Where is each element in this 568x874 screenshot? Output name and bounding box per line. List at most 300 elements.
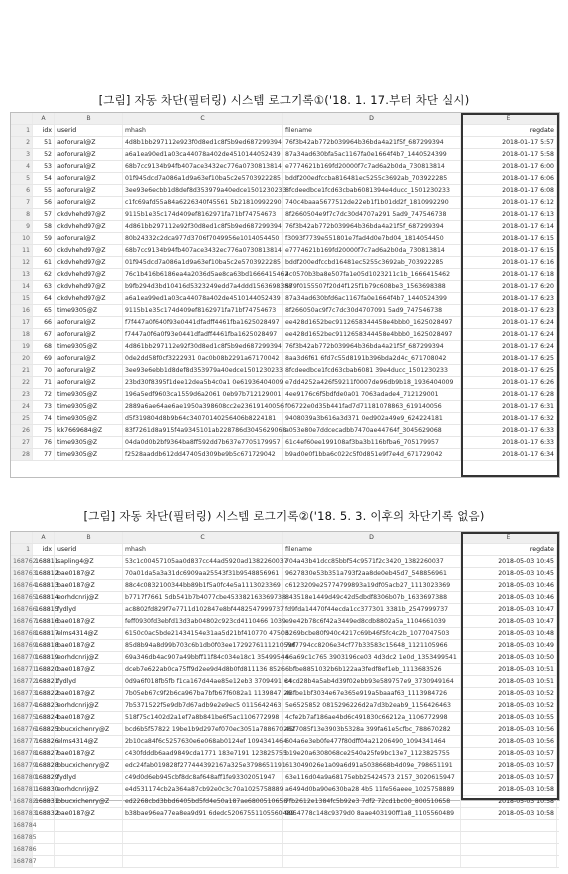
cell-filename[interactable]: 48fbe1bf3034e67e365e919a5baaaf63_1113984726 bbox=[283, 688, 461, 699]
cell-filename[interactable]: bddf200edfccba816481ec5255c3692ab_703922285 bbox=[283, 173, 461, 184]
cell-regdate[interactable] bbox=[461, 856, 557, 867]
cell-userid[interactable]: bae0187@Z bbox=[55, 748, 123, 759]
row-number[interactable]: 22 bbox=[11, 377, 33, 388]
cell-filename[interactable]: 9627830e53b351a793f2aa8de0eb45d7_548856961 bbox=[283, 568, 461, 579]
row-number[interactable]: 168770 bbox=[13, 654, 37, 661]
cell-regdate[interactable]: 2018-01-17 6:20 bbox=[461, 281, 557, 292]
cell-mhash[interactable]: 68b7cc9134b94fb407ace3432ec776a0730813814 bbox=[125, 163, 282, 170]
cell-userid[interactable]: time9305@Z bbox=[55, 449, 123, 460]
row-number[interactable]: 14 bbox=[11, 281, 33, 292]
cell-userid[interactable]: bae0187@Z bbox=[55, 664, 123, 675]
cell-mhash[interactable]: b38bae96ea77ea8ea9d91 6dedc52067551105560489 bbox=[125, 810, 295, 817]
cell-mhash[interactable]: edc24fab019828f277444392167a325e3798651191 bbox=[125, 762, 286, 769]
cell-idx[interactable]: 77 bbox=[33, 449, 55, 460]
col-letter-d[interactable]: D bbox=[283, 532, 461, 543]
header-regdate[interactable]: regdate bbox=[461, 125, 557, 136]
cell-regdate[interactable]: 2018-01-17 6:33 bbox=[461, 425, 557, 436]
row-number[interactable]: 18 bbox=[11, 329, 33, 340]
row-number[interactable]: 21 bbox=[11, 365, 33, 376]
cell-regdate[interactable]: 2018-01-17 6:34 bbox=[461, 449, 557, 460]
cell-filename[interactable]: 76f3b42ab772b039964b36bda4a21f5f_687299394 bbox=[283, 341, 461, 352]
cell-idx[interactable] bbox=[33, 856, 55, 867]
cell-regdate[interactable]: 2018-01-17 6:08 bbox=[461, 185, 557, 196]
cell-userid[interactable]: bbucxichenry@Z bbox=[55, 724, 123, 735]
cell-regdate[interactable]: 2018-01-17 6:00 bbox=[461, 161, 557, 172]
cell-mhash[interactable]: 9115b1e35c174d409ef8162971fa71bf74754673 bbox=[123, 209, 283, 220]
cell-regdate[interactable]: 2018-05-03 10:49 bbox=[461, 640, 557, 651]
cell-filename[interactable]: e7774621b169fd20000f7c7ad6a2b0da_730813814 bbox=[283, 245, 461, 256]
cell-regdate[interactable]: 2018-05-03 10:52 bbox=[461, 688, 557, 699]
cell-userid[interactable]: sapling4@Z bbox=[55, 556, 123, 567]
cell-idx[interactable]: 168832 bbox=[35, 810, 59, 817]
cell-idx[interactable]: 168820 bbox=[35, 666, 59, 673]
cell-userid[interactable] bbox=[55, 856, 123, 867]
cell-regdate[interactable] bbox=[461, 820, 557, 831]
cell-userid[interactable]: time9305@Z bbox=[55, 305, 123, 316]
cell-idx[interactable]: 168817 bbox=[35, 630, 59, 637]
cell-filename[interactable]: f06722e0d35b441fad7d71181078863_619140056 bbox=[283, 401, 461, 412]
cell-userid[interactable]: bae0187@Z bbox=[55, 712, 123, 723]
row-number[interactable]: 168783 bbox=[13, 810, 37, 817]
header-filename[interactable]: filename bbox=[283, 544, 461, 555]
cell-mhash[interactable]: 2b10ca84f6c5257630e6e068ab0124ef 1094341464 bbox=[125, 738, 288, 745]
cell-idx[interactable]: 168811 bbox=[35, 558, 59, 565]
cell-regdate[interactable]: 2018-05-03 10:57 bbox=[461, 772, 557, 783]
cell-regdate[interactable]: 2018-05-03 10:57 bbox=[461, 748, 557, 759]
row-number[interactable]: 168765 bbox=[13, 594, 37, 601]
cell-regdate[interactable]: 2018-01-17 6:24 bbox=[461, 341, 557, 352]
col-letter-d[interactable]: D bbox=[283, 113, 461, 124]
cell-filename[interactable]: 4c0570b3ba8e507fa1e05d1023211c1b_1666415462 bbox=[283, 269, 461, 280]
cell-idx[interactable]: 52 bbox=[33, 149, 55, 160]
row-number[interactable]: 13 bbox=[11, 269, 33, 280]
col-letter-b[interactable]: B bbox=[55, 532, 123, 543]
row-number[interactable]: 20 bbox=[11, 353, 33, 364]
cell-mhash[interactable]: c430fdddb6aad9849cda1771 183e7191 123825755 bbox=[125, 750, 287, 757]
cell-filename[interactable] bbox=[283, 844, 461, 855]
cell-userid[interactable]: aoforural@Z bbox=[55, 197, 123, 208]
cell-idx[interactable]: 54 bbox=[33, 173, 55, 184]
cell-userid[interactable]: time9305@Z bbox=[55, 341, 123, 352]
row-number[interactable]: 1 bbox=[11, 544, 33, 555]
cell-filename[interactable]: 4cfe2b7af186ae4bd6c491830c66212a_1106772998 bbox=[283, 712, 461, 723]
cell-regdate[interactable]: 2018-01-17 6:33 bbox=[461, 437, 557, 448]
cell-mhash[interactable]: d5f319804d8b9b64c34070140256406b8224181 bbox=[123, 413, 283, 424]
cell-mhash[interactable]: 68b7cc9134b94fb407ace3432ec776a0730813814 bbox=[125, 247, 282, 254]
cell-userid[interactable]: ckdvhehd97@Z bbox=[55, 221, 123, 232]
cell-idx[interactable]: 168814 bbox=[35, 594, 59, 601]
cell-userid[interactable]: bae0187@Z bbox=[55, 568, 123, 579]
row-number[interactable]: 27 bbox=[11, 437, 33, 448]
row-number[interactable]: 168769 bbox=[13, 642, 37, 649]
cell-regdate[interactable]: 2018-01-17 6:25 bbox=[461, 353, 557, 364]
row-number[interactable]: 168762 bbox=[13, 558, 37, 565]
cell-mhash[interactable]: 3ee93e6ecbb1d8def8d353979a40edce1501230233 bbox=[125, 187, 287, 194]
row-number[interactable]: 168775 bbox=[13, 714, 37, 721]
cell-idx[interactable]: 168825 bbox=[35, 726, 59, 733]
cell-userid[interactable]: ckdvhehd97@Z bbox=[55, 209, 123, 220]
cell-mhash[interactable]: 76c1b416b6186ea4a2036d5ae8ca63bd1666415462 bbox=[125, 271, 289, 278]
cell-regdate[interactable]: 2018-05-03 10:55 bbox=[461, 712, 557, 723]
cell-mhash[interactable]: 01f945dcd7a086a1d9a63ef10ba5c2e5703922285 bbox=[123, 257, 283, 268]
cell-mhash[interactable]: f7447a0f6a0f93e0441dfadff4461fba1625028497 bbox=[123, 329, 283, 340]
cell-userid[interactable]: time9305@Z bbox=[55, 413, 123, 424]
cell-mhash[interactable]: dceb7e622ab0ca75ff9d2ee9d4d8b0fd811136 8526 bbox=[125, 666, 285, 673]
cell-mhash[interactable]: 2889a6ae64ae6ae1950a398608cc2e23619140056 bbox=[125, 403, 285, 410]
row-number[interactable]: 168784 bbox=[13, 822, 37, 829]
row-number[interactable]: 168772 bbox=[13, 678, 37, 685]
row-number[interactable]: 168763 bbox=[13, 570, 37, 577]
cell-regdate[interactable]: 2018-01-17 6:32 bbox=[461, 413, 557, 424]
cell-regdate[interactable]: 2018-01-17 6:18 bbox=[461, 269, 557, 280]
cell-idx[interactable]: 71 bbox=[33, 377, 55, 388]
cell-filename[interactable]: c6123209e25774799893a19df05acb27_1113023369 bbox=[283, 580, 461, 591]
cell-regdate[interactable]: 2018-01-17 6:12 bbox=[461, 197, 557, 208]
row-number[interactable]: 168764 bbox=[13, 582, 37, 589]
cell-idx[interactable]: 58 bbox=[33, 221, 55, 232]
header-filename[interactable]: filename bbox=[283, 125, 461, 136]
cell-regdate[interactable]: 2018-05-03 10:51 bbox=[461, 676, 557, 687]
header-idx[interactable]: idx bbox=[33, 125, 55, 136]
row-number[interactable]: 12 bbox=[11, 257, 33, 268]
cell-mhash[interactable]: 85d8b94a8d99b703c6b1db0f03ee1729276111210596 bbox=[125, 642, 296, 649]
cell-idx[interactable]: 72 bbox=[33, 389, 55, 400]
cell-idx[interactable]: 57 bbox=[33, 209, 55, 220]
row-number[interactable]: 168787 bbox=[13, 858, 37, 865]
cell-filename[interactable]: 7fb2612e1384fc5b92e3 7df2 72cd1bc00_800510658 bbox=[283, 796, 461, 807]
row-number[interactable]: 8 bbox=[11, 209, 33, 220]
cell-idx[interactable]: 168812 bbox=[35, 570, 59, 577]
cell-idx[interactable]: 55 bbox=[33, 185, 55, 196]
cell-filename[interactable]: 8f2660504e9f7c7dc30d4707a291 5ad9_747546738 bbox=[283, 209, 461, 220]
cell-mhash[interactable]: 23bd30f8395f1dee12dea5b4c0a1 0e61936404009 bbox=[125, 379, 284, 386]
cell-userid[interactable]: time9305@Z bbox=[55, 401, 123, 412]
cell-regdate[interactable]: 2018-01-17 6:26 bbox=[461, 377, 557, 388]
header-userid[interactable]: userid bbox=[55, 544, 123, 555]
cell-userid[interactable]: bbucxichenry@Z bbox=[55, 760, 123, 771]
cell-idx[interactable]: 168830 bbox=[35, 786, 59, 793]
cell-mhash[interactable]: 53c1c00457105aa0d837cc44ad5920ad1382260037 bbox=[125, 558, 288, 565]
cell-mhash[interactable]: 7b5371522f5e9db7d67adb9e2e9ec5 0115642463 bbox=[125, 702, 282, 709]
cell-idx[interactable] bbox=[33, 832, 55, 843]
cell-userid[interactable]: aoforural@Z bbox=[55, 353, 123, 364]
cell-regdate[interactable]: 2018-05-03 10:45 bbox=[461, 568, 557, 579]
cell-filename[interactable]: ee428d1652bec9112658344458e4bbb0_1625028497 bbox=[283, 317, 461, 328]
col-letter-c[interactable]: C bbox=[123, 113, 283, 124]
cell-filename[interactable]: 704a43b41dcc85bbf54c9571f2c3420_1382260037 bbox=[283, 556, 461, 567]
cell-mhash[interactable]: 518f75c1402d2a1ef7a8b841be6f5ac1106772998 bbox=[123, 712, 283, 723]
cell-filename[interactable]: 5e6525852 0815296226d2a7d3b2eab9_1156426463 bbox=[283, 700, 461, 711]
cell-idx[interactable]: 168826 bbox=[35, 738, 59, 745]
cell-regdate[interactable]: 2018-01-17 6:24 bbox=[461, 329, 557, 340]
cell-filename[interactable]: 8fcdeedbce1fcd63cbab6081 39e4ducc_1501230233 bbox=[283, 365, 461, 376]
cell-filename[interactable]: ee428d1652bec9112658344458e4bbb0_1625028497 bbox=[283, 329, 461, 340]
cell-filename[interactable]: b9ad0e0f1bba6c022c5f0d851e9f7e4d_671729042 bbox=[283, 449, 461, 460]
cell-filename[interactable]: 6bfbe8851032b6b122aa3fedf8ef1eb_1113683526 bbox=[283, 664, 461, 675]
cell-idx[interactable]: 73 bbox=[33, 401, 55, 412]
cell-userid[interactable]: aoforural@Z bbox=[55, 161, 123, 172]
cell-filename[interactable]: a6494d0ba90e630ba28 4b5 11fe56aeee_1025758889 bbox=[283, 784, 461, 795]
header-mhash[interactable]: mhash bbox=[123, 125, 283, 136]
cell-mhash[interactable]: b7717f7661 5db541b7b4077cbe453382163369738 bbox=[125, 594, 286, 601]
cell-regdate[interactable]: 2018-01-17 6:23 bbox=[461, 293, 557, 304]
cell-filename[interactable]: c4cd28b4a5ab4d39f02ebb93e589757e9_3730949164 bbox=[283, 676, 461, 687]
cell-idx[interactable]: 65 bbox=[33, 305, 55, 316]
row-number[interactable]: 16 bbox=[11, 305, 33, 316]
header-mhash[interactable]: mhash bbox=[123, 544, 283, 555]
cell-mhash[interactable]: 69a346db4ac907a49bbff11f84c034e18c1 35499544 bbox=[125, 654, 289, 661]
cell-regdate[interactable]: 2018-01-17 6:06 bbox=[461, 173, 557, 184]
cell-regdate[interactable]: 2018-05-03 10:57 bbox=[461, 760, 557, 771]
cell-mhash[interactable]: c1fc69afd55a84a6226340f45561 5b21810992290 bbox=[125, 199, 282, 206]
cell-idx[interactable]: 63 bbox=[33, 281, 55, 292]
row-number[interactable]: 168766 bbox=[13, 606, 37, 613]
cell-userid[interactable]: aoforural@Z bbox=[55, 233, 123, 244]
cell-idx[interactable]: 75 bbox=[33, 425, 55, 436]
cell-regdate[interactable]: 2018-05-03 10:56 bbox=[461, 736, 557, 747]
cell-regdate[interactable]: 2018-05-03 10:47 bbox=[461, 616, 557, 627]
cell-filename[interactable] bbox=[283, 832, 461, 843]
row-number[interactable]: 2 bbox=[11, 137, 33, 148]
cell-filename[interactable]: 87a34ad630bfa5ac1167fa0e1664f4b7_1440524399 bbox=[283, 149, 461, 160]
cell-regdate[interactable] bbox=[461, 832, 557, 843]
cell-idx[interactable]: 62 bbox=[33, 269, 55, 280]
cell-mhash[interactable]: bcd6b5f57822 19be1b9d297ef070ec3051a788670282 bbox=[125, 726, 296, 733]
cell-idx[interactable]: 168824 bbox=[35, 714, 59, 721]
row-number[interactable]: 168780 bbox=[13, 774, 37, 781]
cell-mhash[interactable]: a6a1ea90ed1a03ca44078a402de4510144052439 bbox=[123, 149, 283, 160]
row-number[interactable]: 17 bbox=[11, 317, 33, 328]
cell-idx[interactable]: 68 bbox=[33, 341, 55, 352]
cell-regdate[interactable]: 2018-05-03 10:58 bbox=[461, 808, 557, 819]
cell-mhash[interactable] bbox=[123, 832, 283, 843]
cell-regdate[interactable]: 2018-01-17 5:58 bbox=[461, 149, 557, 160]
cell-userid[interactable]: aoforural@Z bbox=[55, 173, 123, 184]
cell-userid[interactable] bbox=[55, 820, 123, 831]
cell-idx[interactable]: 56 bbox=[33, 197, 55, 208]
cell-filename[interactable]: 63e116d04a9a68175ebb25424573 2157_3020615947 bbox=[283, 772, 461, 783]
row-number[interactable]: 168768 bbox=[13, 630, 37, 637]
row-number[interactable]: 10 bbox=[11, 233, 33, 244]
cell-filename[interactable]: 740c4baaa5677512de22eb1f1b01dd2f_1810992290 bbox=[283, 197, 461, 208]
cell-userid[interactable]: bae0187@Z bbox=[55, 688, 123, 699]
cell-filename[interactable]: 87a34ad630bfd6ac1167fa0e1664f4b7_1440524399 bbox=[283, 293, 461, 304]
cell-mhash[interactable]: 4d861bb297112e92f30d8ed1c8f5b9ed687299394 bbox=[125, 343, 282, 350]
cell-mhash[interactable]: f7f447a0f640f93e0441dfadff4461fba1625028497 bbox=[123, 317, 283, 328]
cell-idx[interactable]: 168828 bbox=[35, 762, 59, 769]
cell-userid[interactable]: fydlyd bbox=[55, 676, 123, 687]
row-number[interactable]: 168782 bbox=[13, 798, 37, 805]
cell-filename[interactable] bbox=[283, 820, 461, 831]
cell-filename[interactable]: 9954778c148c9379d0 8aae403190ff1a8_1105560489 bbox=[283, 808, 461, 819]
cell-filename[interactable]: fd9fda14470f44ecda1cc377301 3381b_2547999737 bbox=[283, 604, 461, 615]
cell-userid[interactable]: elms4314@Z bbox=[55, 628, 123, 639]
row-number[interactable]: 168779 bbox=[13, 762, 37, 769]
cell-idx[interactable]: 51 bbox=[33, 137, 55, 148]
corner-cell[interactable] bbox=[11, 532, 33, 543]
cell-userid[interactable]: aoforural@Z bbox=[55, 329, 123, 340]
cell-filename[interactable]: f3093f7739e551801e7fad4d0e7bd04_1814054450 bbox=[283, 233, 461, 244]
cell-regdate[interactable]: 2018-05-03 10:45 bbox=[461, 556, 557, 567]
cell-filename[interactable]: 61c4ef60ee199108af3ba3b116bfba6_705179957 bbox=[283, 437, 461, 448]
cell-mhash[interactable] bbox=[123, 844, 283, 855]
cell-idx[interactable]: 53 bbox=[33, 161, 55, 172]
cell-filename[interactable]: e9e42b78c6f42a3449ed8cdb8802a5a_1104661039 bbox=[283, 616, 461, 627]
cell-mhash[interactable] bbox=[123, 820, 283, 831]
row-number[interactable]: 19 bbox=[11, 341, 33, 352]
row-number[interactable]: 24 bbox=[11, 401, 33, 412]
row-number[interactable]: 168786 bbox=[13, 846, 37, 853]
cell-userid[interactable]: elms4314@Z bbox=[55, 736, 123, 747]
row-number[interactable]: 168776 bbox=[13, 726, 37, 733]
row-number[interactable]: 15 bbox=[11, 293, 33, 304]
cell-filename[interactable]: 579f0155507f20d4f125f1b79c608be3_1563698388 bbox=[283, 281, 461, 292]
cell-idx[interactable]: 168821 bbox=[35, 678, 59, 685]
cell-mhash[interactable]: 4d8b1bb297112e923f0d8ed1c8f5b9ed687299394 bbox=[125, 139, 282, 146]
cell-userid[interactable]: kk7669684@Z bbox=[55, 425, 123, 436]
cell-regdate[interactable]: 2018-05-03 10:46 bbox=[461, 580, 557, 591]
cell-regdate[interactable]: 2018-05-03 10:58 bbox=[461, 784, 557, 795]
cell-filename[interactable]: e7dd4252a426f59211f0007de96db9b18_1936404009 bbox=[283, 377, 461, 388]
cell-mhash[interactable]: 3ee93e6ebb1d8def8d353979a40edce1501230233 bbox=[125, 367, 284, 374]
row-number[interactable]: 168771 bbox=[13, 666, 37, 673]
cell-userid[interactable]: eorhdcnrij@Z bbox=[55, 592, 123, 603]
row-number[interactable]: 26 bbox=[11, 425, 33, 436]
cell-userid[interactable]: bae0187@Z bbox=[55, 616, 123, 627]
cell-mhash[interactable]: 80b24332c2dca977d3706f7049956e1014054450 bbox=[123, 233, 283, 244]
cell-userid[interactable]: aoforural@Z bbox=[55, 149, 123, 160]
header-userid[interactable]: userid bbox=[55, 125, 123, 136]
cell-filename[interactable]: 7ef7794cc8206e34cf77b33583c15648_1121105966 bbox=[283, 640, 461, 651]
cell-idx[interactable]: 59 bbox=[33, 233, 55, 244]
corner-cell[interactable] bbox=[11, 113, 33, 124]
cell-regdate[interactable]: 2018-05-03 10:48 bbox=[461, 628, 557, 639]
cell-idx[interactable]: 168829 bbox=[35, 774, 59, 781]
cell-regdate[interactable]: 2018-01-17 6:15 bbox=[461, 245, 557, 256]
cell-mhash[interactable]: ed2268cbd3bbd6405bd5fd4e50a187ae6800510658 bbox=[125, 798, 288, 805]
row-number[interactable]: 4 bbox=[11, 161, 33, 172]
cell-userid[interactable]: bae0187@Z bbox=[55, 640, 123, 651]
cell-regdate[interactable]: 2018-01-17 6:16 bbox=[461, 257, 557, 268]
cell-idx[interactable]: 168827 bbox=[35, 750, 59, 757]
cell-mhash[interactable]: 70a01da5a3a31dc6909aa25543f31b9548856961 bbox=[123, 568, 283, 579]
cell-idx[interactable]: 168813 bbox=[35, 582, 59, 589]
row-number[interactable]: 168773 bbox=[13, 690, 37, 697]
cell-mhash[interactable]: 0d9a6f018fb5fb f1ca167d44ae85e12eb3 3709491 64 bbox=[125, 678, 292, 685]
cell-mhash[interactable]: c49d0d6eb945cbf8dc8af648aff1fe93302051947 bbox=[123, 772, 283, 783]
cell-regdate[interactable]: 2018-05-03 10:46 bbox=[461, 592, 557, 603]
cell-regdate[interactable]: 2018-01-17 6:28 bbox=[461, 389, 557, 400]
cell-regdate[interactable]: 2018-05-03 10:58 bbox=[461, 796, 557, 807]
cell-userid[interactable]: eorhdcnrij@Z bbox=[55, 784, 123, 795]
cell-mhash[interactable]: 6150c0ac5bde21434154e31aa5d21bf410770 47503 bbox=[125, 630, 289, 637]
cell-idx[interactable]: 74 bbox=[33, 413, 55, 424]
cell-filename[interactable] bbox=[283, 856, 461, 867]
cell-mhash[interactable]: b9fb294d3bd10416d5323249edd7a4ddd1563698388 bbox=[125, 283, 293, 290]
cell-filename[interactable]: 8f266050ac9f7c7dc30d4707091 5ad9_747546738 bbox=[283, 305, 461, 316]
cell-idx[interactable]: 168823 bbox=[35, 702, 59, 709]
cell-regdate[interactable]: 2018-05-03 10:51 bbox=[461, 664, 557, 675]
cell-filename[interactable]: b19e20a6308068ce2540a25fe9bc13e7_1123825755 bbox=[283, 748, 461, 759]
cell-userid[interactable]: ckdvhehd97@Z bbox=[55, 281, 123, 292]
cell-userid[interactable]: fydlyd bbox=[55, 604, 123, 615]
row-number[interactable]: 168778 bbox=[13, 750, 37, 757]
cell-regdate[interactable]: 2018-05-03 10:50 bbox=[461, 652, 557, 663]
cell-filename[interactable]: 4ee9176c6f5bdfde0a01 7063adade4_712129001 bbox=[283, 389, 461, 400]
col-letter-e[interactable]: E bbox=[461, 113, 557, 124]
cell-mhash[interactable]: a6a1ea99ed1a03ca44078a402de4510144052439 bbox=[123, 293, 283, 304]
cell-idx[interactable] bbox=[33, 820, 55, 831]
cell-userid[interactable]: ckdvhehd97@Z bbox=[55, 269, 123, 280]
cell-filename[interactable]: 76f3b42ab772b039964b36bda4a21f5f_687299394 bbox=[283, 221, 461, 232]
cell-userid[interactable]: bae0187@Z bbox=[55, 808, 123, 819]
cell-regdate[interactable]: 2018-01-17 5:57 bbox=[461, 137, 557, 148]
cell-userid[interactable]: aoforural@Z bbox=[55, 185, 123, 196]
cell-userid[interactable]: eorhdcnrij@Z bbox=[55, 700, 123, 711]
cell-idx[interactable]: 64 bbox=[33, 293, 55, 304]
cell-mhash[interactable]: 01f945dcd7a086a1d9a63ef10ba5c2e5703922285 bbox=[123, 173, 283, 184]
cell-filename[interactable]: e7774621b169fd20000f7c7ad6a2b0da_730813814 bbox=[283, 161, 461, 172]
cell-regdate[interactable]: 2018-01-17 6:15 bbox=[461, 233, 557, 244]
cell-idx[interactable]: 76 bbox=[33, 437, 55, 448]
cell-regdate[interactable]: 2018-05-03 10:47 bbox=[461, 604, 557, 615]
cell-idx[interactable]: 66 bbox=[33, 317, 55, 328]
cell-filename[interactable]: 6269bcbe80f940c4217c69b46f5fc4c2b_1077047503 bbox=[283, 628, 461, 639]
cell-userid[interactable] bbox=[55, 832, 123, 843]
cell-regdate[interactable]: 2018-01-17 6:31 bbox=[461, 401, 557, 412]
cell-mhash[interactable]: f2528aaddb612dd47405d309be9b5c671729042 bbox=[123, 449, 283, 460]
cell-regdate[interactable]: 2018-05-03 10:56 bbox=[461, 724, 557, 735]
cell-regdate[interactable]: 2018-01-17 6:25 bbox=[461, 365, 557, 376]
cell-mhash[interactable]: 9115b1e35c174d409ef8162971fa71bf74754673 bbox=[123, 305, 283, 316]
cell-mhash[interactable]: 04da0d0b2bf9364ba8ff592dd7b637e7705179957 bbox=[123, 437, 283, 448]
cell-idx[interactable]: 168822 bbox=[35, 690, 59, 697]
cell-idx[interactable] bbox=[33, 844, 55, 855]
header-idx[interactable]: idx bbox=[33, 544, 55, 555]
cell-userid[interactable]: bae0187@Z bbox=[55, 580, 123, 591]
row-number[interactable]: 5 bbox=[11, 173, 33, 184]
cell-filename[interactable]: 8aa3d6f61 6fd7c55d8191b396bda2d4c_671708042 bbox=[283, 353, 461, 364]
col-letter-c[interactable]: C bbox=[123, 532, 283, 543]
row-number[interactable]: 168781 bbox=[13, 786, 37, 793]
cell-userid[interactable]: aoforural@Z bbox=[55, 365, 123, 376]
cell-mhash[interactable]: 196a5edf9603ca1559d6a2061 0eb97b712129001 bbox=[125, 391, 282, 398]
cell-userid[interactable]: aoforural@Z bbox=[55, 377, 123, 388]
cell-filename[interactable]: bddf200edfccbd16481ec5255c3692ab_703922285 bbox=[283, 257, 461, 268]
cell-mhash[interactable]: 4d861bb297112e92f30d8ed1c8f5b9ed687299394 bbox=[125, 223, 282, 230]
cell-idx[interactable]: 168815 bbox=[35, 606, 59, 613]
row-number[interactable]: 168777 bbox=[13, 738, 37, 745]
cell-userid[interactable]: fydlyd bbox=[55, 772, 123, 783]
row-number[interactable]: 168767 bbox=[13, 618, 37, 625]
cell-filename[interactable]: 843518e1449d49c42d5dbdf8306b07b_1633697388 bbox=[283, 592, 461, 603]
cell-filename[interactable]: a053e80e7ddcecadbb7470ae44764f_3045629068 bbox=[283, 425, 461, 436]
cell-idx[interactable]: 69 bbox=[33, 353, 55, 364]
row-number[interactable]: 28 bbox=[11, 449, 33, 460]
cell-mhash[interactable]: 7b05eb67c9f2b6ca967ba7bfb67f6082a1 1139847 26 bbox=[125, 690, 292, 697]
cell-regdate[interactable]: 2018-01-17 6:13 bbox=[461, 209, 557, 220]
cell-userid[interactable]: ckdvhehd97@Z bbox=[55, 293, 123, 304]
cell-userid[interactable]: aoforural@Z bbox=[55, 137, 123, 148]
cell-userid[interactable]: ckdvhehd97@Z bbox=[55, 257, 123, 268]
row-number[interactable]: 23 bbox=[11, 389, 33, 400]
cell-idx[interactable]: 168816 bbox=[35, 618, 59, 625]
row-number[interactable]: 168785 bbox=[13, 834, 37, 841]
cell-mhash[interactable]: feff0930fd3ebfd13d3ab04802c923cd4110466 1039 bbox=[125, 618, 286, 625]
cell-userid[interactable]: time9305@Z bbox=[55, 389, 123, 400]
row-number[interactable]: 7 bbox=[11, 197, 33, 208]
cell-idx[interactable]: 60 bbox=[33, 245, 55, 256]
